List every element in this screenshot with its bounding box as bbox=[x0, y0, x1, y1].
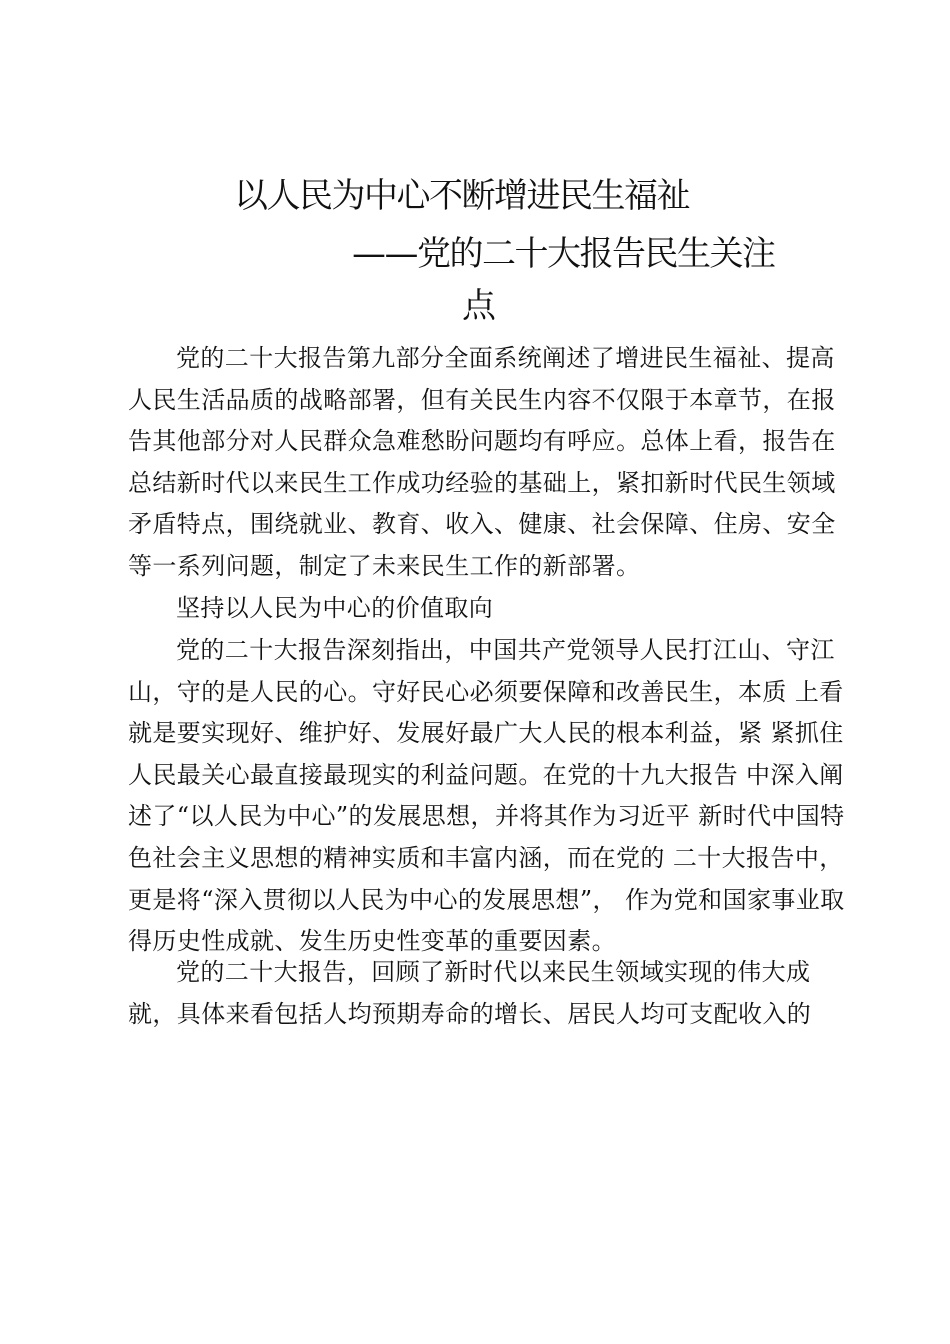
section-heading: 坚持以人民为中心的价值取向 bbox=[176, 594, 494, 622]
document-subtitle-continuation: 点 bbox=[462, 286, 495, 326]
paragraph-intro: 党的二十大报告第九部分全面系统阐述了增进民生福祉、提高人民生活品质的战略部署，但有关民生内容不仅限于本章节，在报告其他部分对人民群众急难愁盼问题均有呼应。总体上看，报告在总结新时代以来民生工作成功经验的基础上，紧扣新时代民生领域矛盾特点，围绕就业、教育、收入、健康、社会保障、住房、安全等一系列问题，制定了未来民生工作的新部署。 bbox=[128, 344, 836, 580]
paragraph-achievements: 党的二十大报告，回顾了新时代以来民生领域实现的伟大成就，具体来看包括人均预期寿命的增长、居民人均可支配收入的 bbox=[128, 958, 812, 1028]
paragraph-people-centered: 党的二十大报告深刻指出，中国共产党领导人民打江山、守江山，守的是人民的心。守好民心必须要保障和改善民生，本质 上看就是要实现好、维护好、发展好最广大人民的根本利益，紧 紧抓住人民最关心最直接最现实的利益问题。在党的十九大报告 中深入阐述了“以人民为中心”的发展思想，并将其作为习近平 新时代中国特色社会主义思想的精神实质和丰富内涵，而在党的 二十大报告中，更是将“深入贯彻以人民为中心的发展思想”， 作为党和国家事业取得历史性成就、发生历史性变革的重要因素。 bbox=[128, 636, 845, 956]
document-title: 以人民为中心不断增进民生福祉 bbox=[234, 176, 689, 216]
document-subtitle: ——党的二十大报告民生关注 bbox=[352, 234, 775, 274]
